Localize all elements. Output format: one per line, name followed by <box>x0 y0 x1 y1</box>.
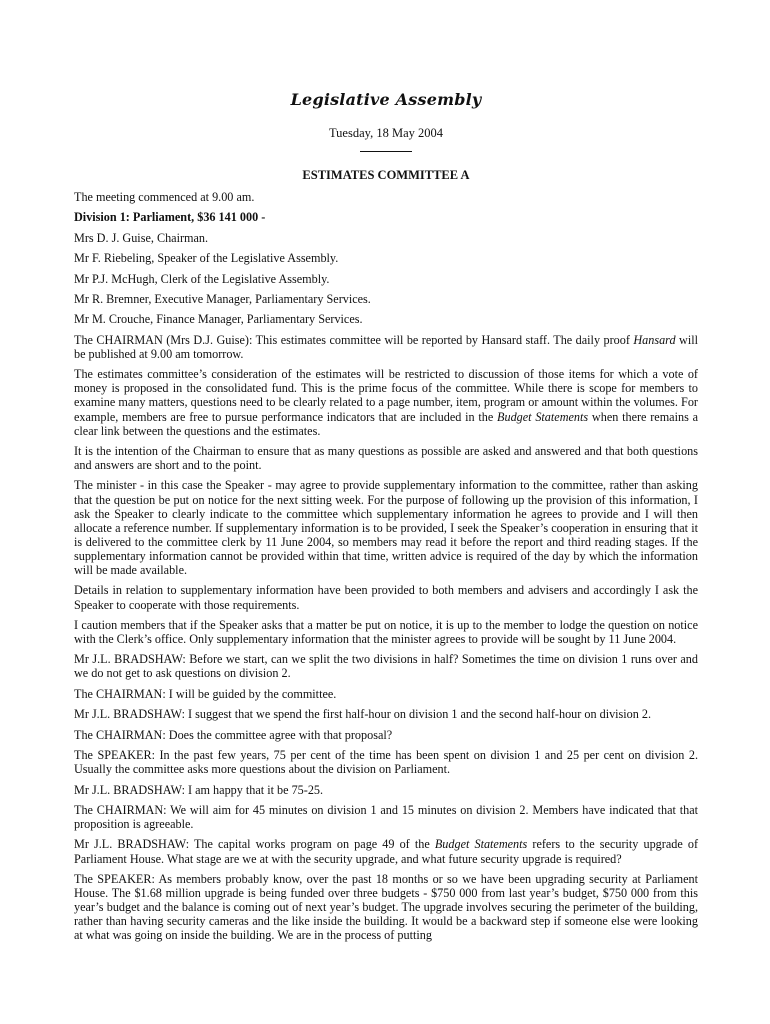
text-run: The CHAIRMAN (Mrs D.J. Guise): This estimates committee will be reported by Hansard staff. The daily proof <box>74 332 634 347</box>
transcript-paragraph: Mr J.L. BRADSHAW: I am happy that it be 75-25. <box>74 782 324 797</box>
text-run: refers to the security upgrade of Parliament House. What stage are we at with the security upgrade, and what future security upgrade is required? <box>74 837 698 866</box>
text-run: when there remains a clear link between the questions and the estimates. <box>74 409 698 438</box>
text-run: The estimates committee’s consideration of the estimates will be restricted to discussion of those items for which a vote of money is proposed in the consolidated fund. This is the prime focus of the committee. While there is scope for members to examine many matters, questions need to be clearly related to a page number, item, program or amount within the volumes. For example, members are free to pursue performance indicators that are included in the <box>74 367 698 424</box>
italic-run: Budget Statements <box>497 409 589 424</box>
transcript-paragraph: Mr P.J. McHugh, Clerk of the Legislative Assembly. <box>74 271 330 286</box>
transcript-paragraph <box>74 837 698 865</box>
transcript-paragraph: The CHAIRMAN: We will aim for 45 minutes on division 1 and 15 minutes on division 2. Members have indicated that that proposition is agreeable. <box>74 802 698 832</box>
italic-run: Hansard <box>633 332 676 347</box>
transcript-body <box>74 190 698 942</box>
transcript-paragraph: It is the intention of the Chairman to ensure that as many questions as possible are asked and answered and that both questions and answers are short and to the point. <box>74 443 698 473</box>
transcript-paragraph: Division 1: Parliament, $36 141 000 - <box>74 210 266 225</box>
transcript-paragraph: Mr M. Crouche, Finance Manager, Parliamentary Services. <box>74 312 363 327</box>
transcript-paragraph: The CHAIRMAN: I will be guided by the committee. <box>74 686 337 701</box>
transcript-paragraph: The SPEAKER: In the past few years, 75 per cent of the time has been spent on division 1 and 25 per cent on division 2. Usually the committee asks more questions about the division on Parliament. <box>74 748 698 777</box>
text-run: will be published at 9.00 am tomorrow. <box>74 332 698 361</box>
transcript-paragraph: Mr F. Riebeling, Speaker of the Legislative Assembly. <box>74 251 339 266</box>
transcript-paragraph: Mr J.L. BRADSHAW: Before we start, can we split the two divisions in half? Sometimes the time on division 1 runs over and we do not get to ask questions on division 2. <box>74 652 698 681</box>
transcript-paragraph: The meeting commenced at 9.00 am. <box>74 190 255 204</box>
committee-heading: ESTIMATES COMMITTEE A <box>302 168 470 182</box>
divider-rule <box>360 151 412 152</box>
transcript-paragraph: Mr J.L. BRADSHAW: I suggest that we spend the first half-hour on division 1 and the second half-hour on division 2. <box>74 707 652 722</box>
transcript-paragraph: The CHAIRMAN: Does the committee agree with that proposal? <box>74 727 393 742</box>
sitting-date: Tuesday, 18 May 2004 <box>328 126 443 140</box>
transcript-paragraph: I caution members that if the Speaker asks that a matter be put on notice, it is up to the member to lodge the question on notice with the Clerk’s office. Only supplementary information that the minister agrees to provide will be sought by 11 June 2004. <box>74 617 698 646</box>
transcript-paragraph <box>74 333 698 361</box>
transcript-paragraph: The SPEAKER: As members probably know, over the past 18 months or so we have been upgrading security at Parliament House. The $1.68 million upgrade is being funded over three budgets - $750 000 from last year’s budget, $750 000 from this year’s budget and the balance is coming out of next year’s budget. The upgrade involves securing the perimeter of the building, rather than having security cameras and the like inside the building. It would be a backward step if someone else were looking at what was going on inside the building. We are in the process of putting <box>74 871 698 943</box>
text-run: Mr J.L. BRADSHAW: The capital works program on page 49 of the <box>74 837 435 852</box>
transcript-paragraph: Details in relation to supplementary information have been provided to both members and advisers and accordingly I ask the Speaker to cooperate with those requirements. <box>74 583 698 612</box>
transcript-paragraph: Mrs D. J. Guise, Chairman. <box>74 230 209 245</box>
masthead-title: Legislative Assembly <box>290 90 482 109</box>
transcript-paragraph: Mr R. Bremner, Executive Manager, Parliamentary Services. <box>74 291 371 306</box>
italic-run: Budget Statements <box>434 837 528 852</box>
transcript-paragraph <box>74 367 698 437</box>
transcript-paragraph: The minister - in this case the Speaker - may agree to provide supplementary information to the committee, rather than asking that the question be put on notice for the next sitting week. For the purpose of following up the provision of this information, I ask the Speaker to clearly indicate to the committee which supplementary information he agrees to provide and I will then allocate a reference number. If supplementary information is to be provided, I seek the Speaker’s cooperation in ensuring that it is delivered to the committee clerk by 11 June 2004, so members may read it before the report and third reading stages. If the supplementary information cannot be provided within that time, written advice is required of the day by which the information will be made available. <box>74 478 698 578</box>
